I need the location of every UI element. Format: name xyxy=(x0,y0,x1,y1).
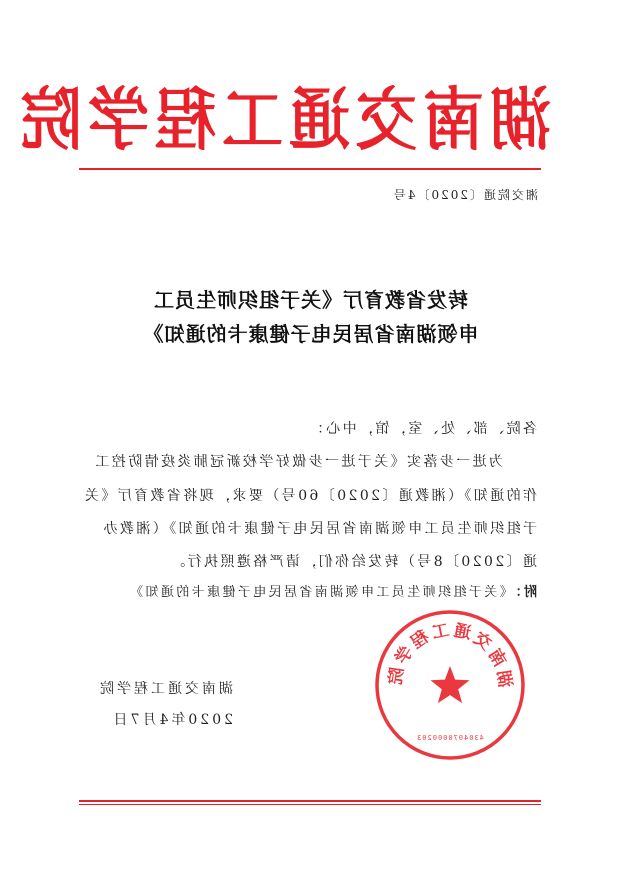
header-red-rule xyxy=(79,168,541,170)
attachment-title: 《关于组织师生员工申领湖南省居民电子健康卡的通知》 xyxy=(127,585,507,600)
document-title-line-2: 申领湖南省居民电子健康卡的通知》 xyxy=(142,322,479,346)
attachment-line xyxy=(128,581,537,600)
official-seal-stamp xyxy=(371,606,529,764)
body-text-line-2: 作的通知》（湘教通〔2020〕60号）要求，现将省教育厅《关 xyxy=(82,488,537,504)
attachment-label: 附： xyxy=(506,585,537,600)
document-title-line-1: 转发省教育厅《关于组织师生员工 xyxy=(153,288,468,312)
svg-text:湖南交通工程学院: 湖南交通工程学院 xyxy=(385,620,515,689)
svg-text:4304070000203: 4304070000203 xyxy=(416,734,484,742)
body-text-line-3: 于组织师生员工申领湖南省居民电子健康卡的通知》（湘教办 xyxy=(101,521,537,537)
body-text-line-4: 通〔2020〕8号）转发给你们，请严格遵照执行。 xyxy=(168,554,537,570)
footer-red-rule xyxy=(79,800,541,802)
addressee: 各院、部、处、室，馆，中心： xyxy=(307,421,537,437)
signing-institution: 湖南交通工程学院 xyxy=(97,681,233,697)
footer-red-rule-thin xyxy=(79,804,541,805)
issue-date: 2020年4月7日 xyxy=(110,712,233,728)
issuer-letterhead: 湖南交通工程学院 xyxy=(14,80,551,161)
document-number: 湘交院通〔2020〕4号 xyxy=(391,188,538,202)
seal-star-icon xyxy=(431,666,470,703)
body-text-line-1: 为进一步落实《关于进一步做好学校新冠肺炎疫情防控工 xyxy=(93,454,503,470)
